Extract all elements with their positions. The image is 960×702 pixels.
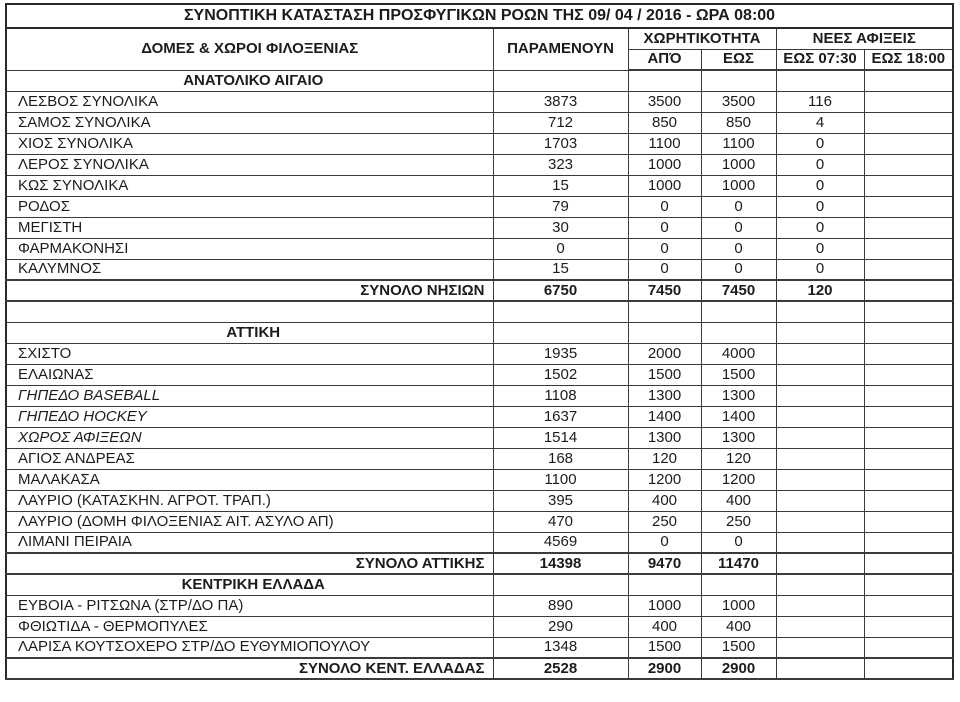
arrivals-0730-value: 0: [776, 154, 864, 175]
capacity-to-value: 2900: [701, 658, 776, 679]
arrivals-0730-value: [776, 343, 864, 364]
table-row: [6, 154, 953, 175]
capacity-from-value: [628, 301, 701, 322]
remaining-value: 79: [493, 196, 628, 217]
capacity-to-value: 3500: [701, 91, 776, 112]
remaining-value: 1348: [493, 637, 628, 658]
table-row: [6, 469, 953, 490]
facility-name: ΛΕΡΟΣ ΣΥΝΟΛΙΚΑ: [6, 154, 493, 175]
capacity-to-value: [701, 322, 776, 343]
arrivals-1800-value: [864, 154, 953, 175]
facility-name: ΛΑΡΙΣΑ ΚΟΥΤΣΟΧΕΡΟ ΣΤΡ/ΔΟ ΕΥΘΥΜΙΟΠΟΥΛΟΥ: [6, 637, 493, 658]
arrivals-0730-value: [776, 637, 864, 658]
remaining-value: 290: [493, 616, 628, 637]
remaining-value: [493, 322, 628, 343]
remaining-value: 1502: [493, 364, 628, 385]
remaining-value: 2528: [493, 658, 628, 679]
table-head: [6, 4, 953, 70]
remaining-value: 1108: [493, 385, 628, 406]
capacity-from-value: 1300: [628, 385, 701, 406]
table-row: [6, 343, 953, 364]
arrivals-1800-value: [864, 70, 953, 91]
section-row: [6, 70, 953, 91]
column-header-remaining: ΠΑΡΑΜΕΝΟΥΝ: [493, 28, 628, 70]
table-row: [6, 511, 953, 532]
capacity-from-value: 3500: [628, 91, 701, 112]
capacity-from-value: 2900: [628, 658, 701, 679]
remaining-value: 1935: [493, 343, 628, 364]
table-row: [6, 133, 953, 154]
capacity-from-value: 0: [628, 238, 701, 259]
capacity-from-value: 1500: [628, 637, 701, 658]
capacity-from-value: 400: [628, 490, 701, 511]
arrivals-0730-value: [776, 553, 864, 574]
facility-name: ΚΩΣ ΣΥΝΟΛΙΚΑ: [6, 175, 493, 196]
total-label: ΣΥΝΟΛΟ ΑΤΤΙΚΗΣ: [6, 553, 493, 574]
facility-name: ΡΟΔΟΣ: [6, 196, 493, 217]
capacity-to-value: 1500: [701, 364, 776, 385]
arrivals-0730-value: [776, 574, 864, 595]
remaining-value: 712: [493, 112, 628, 133]
facility-name: ΛΕΣΒΟΣ ΣΥΝΟΛΙΚΑ: [6, 91, 493, 112]
arrivals-0730-value: [776, 448, 864, 469]
total-row: [6, 658, 953, 679]
capacity-to-value: 1200: [701, 469, 776, 490]
remaining-value: [493, 301, 628, 322]
capacity-to-value: 1300: [701, 427, 776, 448]
table-row: [6, 238, 953, 259]
capacity-to-value: 850: [701, 112, 776, 133]
table-row: [6, 616, 953, 637]
table-row: [6, 448, 953, 469]
arrivals-0730-value: [776, 616, 864, 637]
facility-name: ΑΓΙΟΣ ΑΝΔΡΕΑΣ: [6, 448, 493, 469]
capacity-to-value: 1000: [701, 595, 776, 616]
capacity-from-value: 0: [628, 532, 701, 553]
capacity-from-value: 2000: [628, 343, 701, 364]
table-row: [6, 112, 953, 133]
facility-name: [6, 301, 493, 322]
arrivals-0730-value: [776, 469, 864, 490]
capacity-to-value: 0: [701, 196, 776, 217]
section-label: ΑΤΤΙΚΗ: [6, 322, 493, 343]
section-label: ΑΝΑΤΟΛΙΚΟ ΑΙΓΑΙΟ: [6, 70, 493, 91]
table-row: [6, 595, 953, 616]
arrivals-0730-value: [776, 322, 864, 343]
arrivals-0730-value: 120: [776, 280, 864, 301]
facility-name: ΦΑΡΜΑΚΟΝΗΣΙ: [6, 238, 493, 259]
remaining-value: 14398: [493, 553, 628, 574]
facility-name: ΣΧΙΣΤΟ: [6, 343, 493, 364]
arrivals-1800-value: [864, 112, 953, 133]
column-header-capacity: ΧΩΡΗΤΙΚΟΤΗΤΑ: [628, 28, 776, 49]
capacity-from-value: 250: [628, 511, 701, 532]
arrivals-0730-value: [776, 490, 864, 511]
table-row: [6, 427, 953, 448]
table-row: [6, 91, 953, 112]
remaining-value: 30: [493, 217, 628, 238]
arrivals-1800-value: [864, 217, 953, 238]
remaining-value: 4569: [493, 532, 628, 553]
capacity-from-value: 1000: [628, 175, 701, 196]
arrivals-1800-value: [864, 280, 953, 301]
remaining-value: 395: [493, 490, 628, 511]
facility-name: ΧΩΡΟΣ ΑΦΙΞΕΩΝ: [6, 427, 493, 448]
total-row: [6, 553, 953, 574]
capacity-from-value: 1100: [628, 133, 701, 154]
arrivals-1800-value: [864, 406, 953, 427]
facility-name: ΕΥΒΟΙΑ - ΡΙΤΣΩΝΑ (ΣΤΡ/ΔΟ ΠΑ): [6, 595, 493, 616]
arrivals-1800-value: [864, 385, 953, 406]
capacity-to-value: 11470: [701, 553, 776, 574]
facility-name: ΛΑΥΡΙΟ (ΚΑΤΑΣΚΗΝ. ΑΓΡΟΤ. ΤΡΑΠ.): [6, 490, 493, 511]
arrivals-1800-value: [864, 301, 953, 322]
remaining-value: 1637: [493, 406, 628, 427]
table-row: [6, 196, 953, 217]
arrivals-0730-value: [776, 427, 864, 448]
table-row: [6, 385, 953, 406]
arrivals-0730-value: 0: [776, 259, 864, 280]
remaining-value: 1100: [493, 469, 628, 490]
capacity-from-value: 1400: [628, 406, 701, 427]
capacity-from-value: 1500: [628, 364, 701, 385]
capacity-from-value: [628, 70, 701, 91]
column-header-capacity-from: ΑΠΌ: [628, 49, 701, 70]
column-header-new-arrivals: ΝΕΕΣ ΑΦΙΞΕΙΣ: [776, 28, 953, 49]
facility-name: ΣΑΜΟΣ ΣΥΝΟΛΙΚΑ: [6, 112, 493, 133]
header-row-main: [6, 28, 953, 49]
capacity-to-value: 0: [701, 217, 776, 238]
capacity-to-value: 1300: [701, 385, 776, 406]
capacity-to-value: 0: [701, 532, 776, 553]
capacity-from-value: [628, 574, 701, 595]
column-header-capacity-to: ΕΩΣ: [701, 49, 776, 70]
remaining-value: [493, 70, 628, 91]
capacity-from-value: 400: [628, 616, 701, 637]
capacity-from-value: 0: [628, 196, 701, 217]
facility-name: ΕΛΑΙΩΝΑΣ: [6, 364, 493, 385]
column-header-arrivals-1800: ΕΩΣ 18:00: [864, 49, 953, 70]
arrivals-0730-value: [776, 301, 864, 322]
arrivals-1800-value: [864, 238, 953, 259]
arrivals-1800-value: [864, 574, 953, 595]
facility-name: ΚΑΛΥΜΝΟΣ: [6, 259, 493, 280]
arrivals-1800-value: [864, 259, 953, 280]
capacity-from-value: 0: [628, 217, 701, 238]
arrivals-0730-value: [776, 511, 864, 532]
arrivals-1800-value: [864, 595, 953, 616]
arrivals-0730-value: [776, 658, 864, 679]
arrivals-1800-value: [864, 322, 953, 343]
arrivals-0730-value: [776, 406, 864, 427]
arrivals-1800-value: [864, 616, 953, 637]
capacity-from-value: 120: [628, 448, 701, 469]
arrivals-0730-value: 0: [776, 217, 864, 238]
arrivals-0730-value: 0: [776, 238, 864, 259]
arrivals-0730-value: 0: [776, 196, 864, 217]
total-label: ΣΥΝΟΛΟ ΝΗΣΙΩΝ: [6, 280, 493, 301]
arrivals-0730-value: [776, 385, 864, 406]
arrivals-1800-value: [864, 511, 953, 532]
arrivals-0730-value: 4: [776, 112, 864, 133]
facility-name: ΧΙΟΣ ΣΥΝΟΛΙΚΑ: [6, 133, 493, 154]
capacity-to-value: 1500: [701, 637, 776, 658]
capacity-to-value: 1000: [701, 154, 776, 175]
capacity-from-value: 1300: [628, 427, 701, 448]
arrivals-1800-value: [864, 532, 953, 553]
capacity-to-value: 7450: [701, 280, 776, 301]
remaining-value: 15: [493, 175, 628, 196]
arrivals-0730-value: [776, 70, 864, 91]
capacity-to-value: 1000: [701, 175, 776, 196]
capacity-to-value: 250: [701, 511, 776, 532]
remaining-value: 323: [493, 154, 628, 175]
capacity-to-value: 120: [701, 448, 776, 469]
table-row: [6, 532, 953, 553]
arrivals-1800-value: [864, 658, 953, 679]
table-row: [6, 364, 953, 385]
table-row: [6, 490, 953, 511]
title-row: [6, 4, 953, 28]
remaining-value: 1703: [493, 133, 628, 154]
table-row: [6, 175, 953, 196]
capacity-from-value: 9470: [628, 553, 701, 574]
arrivals-1800-value: [864, 133, 953, 154]
capacity-to-value: [701, 301, 776, 322]
section-label: ΚΕΝΤΡΙΚΗ ΕΛΛΑΔΑ: [6, 574, 493, 595]
section-row: [6, 322, 953, 343]
capacity-to-value: 400: [701, 616, 776, 637]
remaining-value: 890: [493, 595, 628, 616]
capacity-to-value: [701, 70, 776, 91]
spacer-row: [6, 301, 953, 322]
arrivals-0730-value: 116: [776, 91, 864, 112]
capacity-from-value: 1000: [628, 154, 701, 175]
capacity-to-value: 4000: [701, 343, 776, 364]
column-header-arrivals-0730: ΕΩΣ 07:30: [776, 49, 864, 70]
total-row: [6, 280, 953, 301]
arrivals-1800-value: [864, 175, 953, 196]
arrivals-1800-value: [864, 364, 953, 385]
capacity-to-value: 0: [701, 238, 776, 259]
capacity-from-value: 0: [628, 259, 701, 280]
table-row: [6, 406, 953, 427]
remaining-value: 168: [493, 448, 628, 469]
arrivals-0730-value: [776, 595, 864, 616]
report-title: ΣΥΝΟΠΤΙΚΗ ΚΑΤΑΣΤΑΣΗ ΠΡΟΣΦΥΓΙΚΩΝ ΡΟΩΝ ΤΗΣ 09/ 04 / 2016 - ΩΡΑ 08:00: [6, 4, 953, 28]
remaining-value: 15: [493, 259, 628, 280]
capacity-to-value: 1100: [701, 133, 776, 154]
table-row: [6, 217, 953, 238]
capacity-to-value: 1400: [701, 406, 776, 427]
capacity-from-value: 850: [628, 112, 701, 133]
arrivals-0730-value: 0: [776, 175, 864, 196]
facility-name: ΜΑΛΑΚΑΣΑ: [6, 469, 493, 490]
total-label: ΣΥΝΟΛΟ ΚΕΝΤ. ΕΛΛΑΔΑΣ: [6, 658, 493, 679]
capacity-from-value: 7450: [628, 280, 701, 301]
capacity-to-value: 400: [701, 490, 776, 511]
remaining-value: 1514: [493, 427, 628, 448]
remaining-value: 6750: [493, 280, 628, 301]
remaining-value: [493, 574, 628, 595]
arrivals-0730-value: [776, 364, 864, 385]
arrivals-0730-value: [776, 532, 864, 553]
facility-name: ΦΘΙΩΤΙΔΑ - ΘΕΡΜΟΠΥΛΕΣ: [6, 616, 493, 637]
arrivals-1800-value: [864, 91, 953, 112]
arrivals-1800-value: [864, 196, 953, 217]
refugee-flows-table: [5, 3, 954, 680]
column-header-facilities: ΔΟΜΕΣ & ΧΩΡΟΙ ΦΙΛΟΞΕΝΙΑΣ: [6, 28, 493, 70]
remaining-value: 0: [493, 238, 628, 259]
arrivals-1800-value: [864, 490, 953, 511]
capacity-to-value: [701, 574, 776, 595]
capacity-from-value: 1000: [628, 595, 701, 616]
table-body: [6, 70, 953, 679]
table-row: [6, 637, 953, 658]
arrivals-1800-value: [864, 553, 953, 574]
arrivals-1800-value: [864, 343, 953, 364]
arrivals-1800-value: [864, 427, 953, 448]
facility-name: ΛΑΥΡΙΟ (ΔΟΜΗ ΦΙΛΟΞΕΝΙΑΣ ΑΙΤ. ΑΣΥΛΟ ΑΠ): [6, 511, 493, 532]
facility-name: ΓΗΠΕΔΟ BASEBALL: [6, 385, 493, 406]
capacity-from-value: 1200: [628, 469, 701, 490]
capacity-from-value: [628, 322, 701, 343]
facility-name: ΛΙΜΑΝΙ ΠΕΙΡΑΙΑ: [6, 532, 493, 553]
arrivals-1800-value: [864, 469, 953, 490]
capacity-to-value: 0: [701, 259, 776, 280]
arrivals-1800-value: [864, 448, 953, 469]
facility-name: ΜΕΓΙΣΤΗ: [6, 217, 493, 238]
facility-name: ΓΗΠΕΔΟ HOCKEY: [6, 406, 493, 427]
table-row: [6, 259, 953, 280]
arrivals-0730-value: 0: [776, 133, 864, 154]
arrivals-1800-value: [864, 637, 953, 658]
remaining-value: 470: [493, 511, 628, 532]
section-row: [6, 574, 953, 595]
remaining-value: 3873: [493, 91, 628, 112]
